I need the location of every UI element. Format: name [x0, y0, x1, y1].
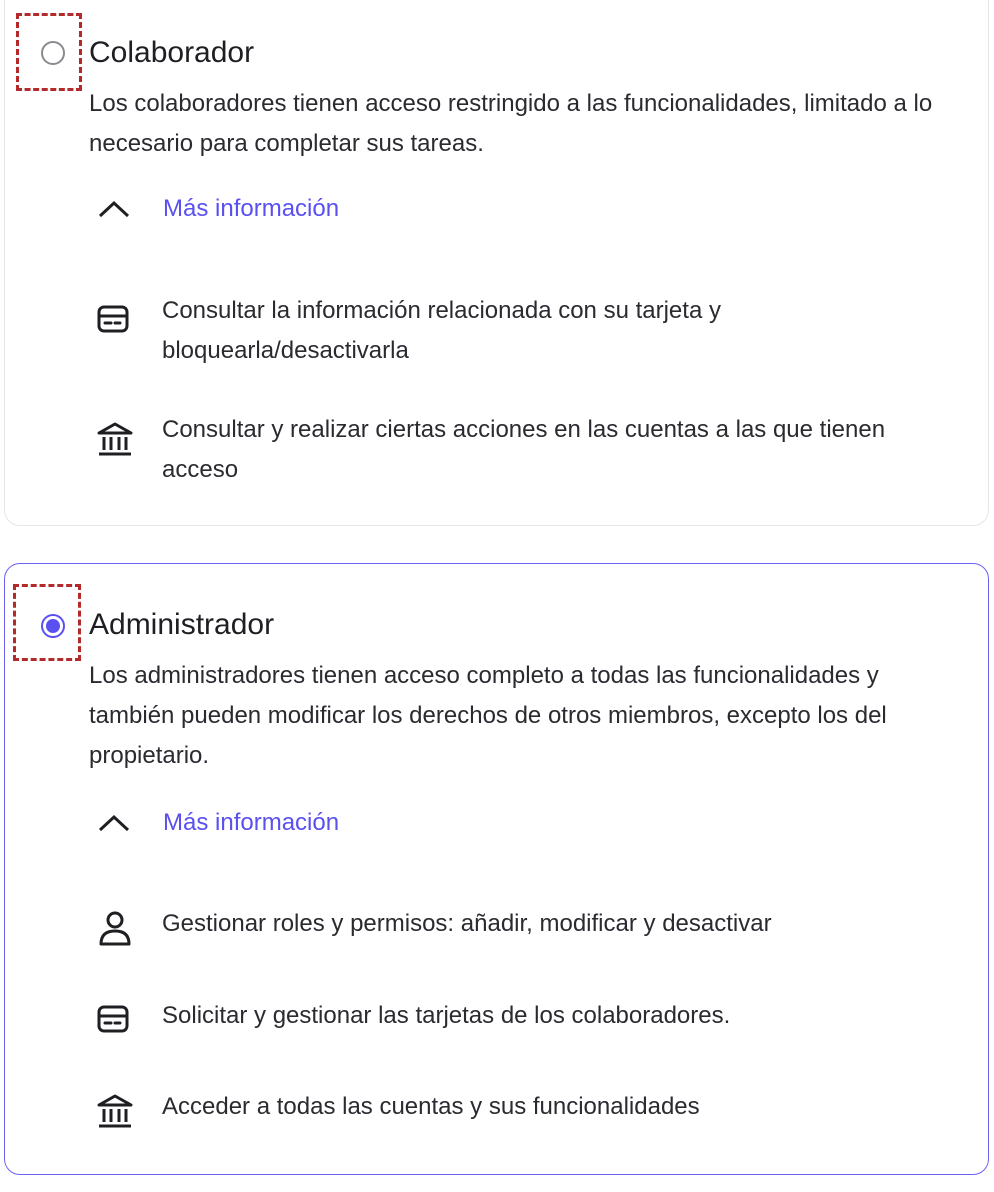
- role-description-colaborador: Los colaboradores tienen acceso restringido a las funcionalidades, limitado a lo necesario para completar sus tareas.: [89, 90, 933, 157]
- card-icon: [96, 1001, 134, 1039]
- user-icon: [96, 909, 134, 947]
- more-info-label: Más información: [163, 195, 340, 222]
- permission-text: Acceder a todas las cuentas y sus funcionalidades: [162, 1093, 700, 1120]
- permission-text: Consultar y realizar ciertas acciones en las cuentas a las que tienen acceso: [162, 416, 886, 483]
- role-title-colaborador: Colaborador: [89, 36, 255, 69]
- chevron-up-icon: [97, 198, 131, 220]
- chevron-up-icon: [97, 812, 131, 834]
- bank-icon: [96, 421, 134, 459]
- role-title-administrador: Administrador: [89, 608, 275, 641]
- radio-colaborador[interactable]: [41, 41, 65, 65]
- permission-text: Solicitar y gestionar las tarjetas de los colaboradores.: [162, 1002, 731, 1029]
- role-description-administrador: Los administradores tienen acceso completo a todas las funcionalidades y también pueden modificar los derechos de otros miembros, excepto los del propietario.: [89, 662, 887, 769]
- more-info-toggle-administrador[interactable]: [97, 809, 339, 837]
- role-card-administrador[interactable]: [4, 563, 989, 1175]
- bank-icon: [96, 1093, 134, 1131]
- radio-administrador[interactable]: [41, 614, 65, 638]
- permission-text: Consultar la información relacionada con su tarjeta y bloquearla/desactivarla: [162, 297, 721, 364]
- permission-text: Gestionar roles y permisos: añadir, modificar y desactivar: [162, 910, 772, 937]
- more-info-toggle-colaborador[interactable]: [97, 195, 339, 223]
- card-icon: [96, 301, 134, 339]
- more-info-label: Más información: [163, 809, 340, 836]
